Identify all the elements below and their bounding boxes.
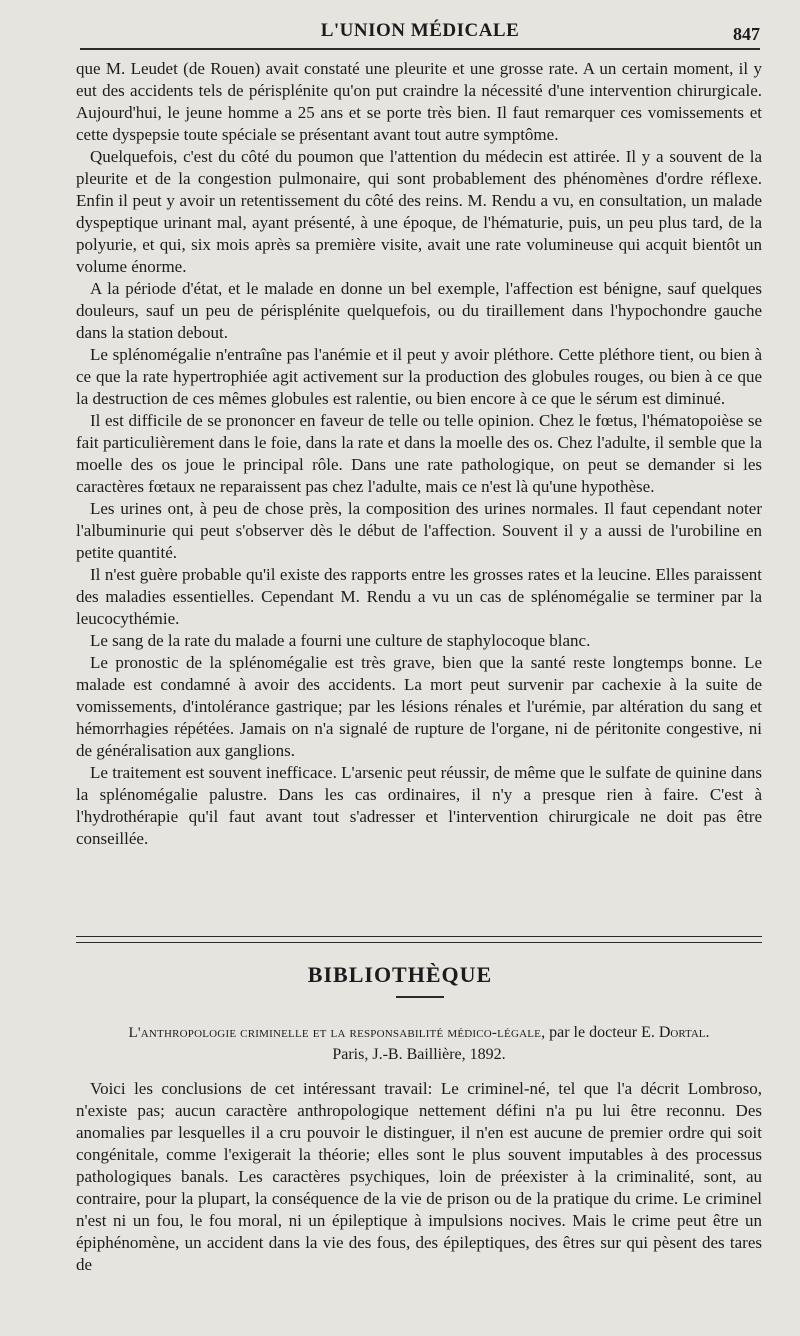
article-paragraph-10: Le traitement est souvent inefficace. L'arsenic peut réussir, de même que le sulfate de quinine dans la splénomégalie palustre. Dans les cas ordinaires, il n'y a presque rien à faire. C'est à l'hydrothérapie qu'il faut avant tout s'adresser et l'intervention chirurgicale ne doit pas être conseillée.	[76, 763, 762, 848]
article-paragraph-2: Quelquefois, c'est du côté du poumon que l'attention du médecin est attirée. Il y a souvent de la pleurite et de la congestion pulmonaire, qui sont probablement des phénomènes d'ordre réflexe. Enfin il peut y avoir un retentissement du côté des reins. M. Rendu a vu, en consultation, un malade dyspeptique urinant mal, ayant présenté, à une époque, de l'hématurie, puis, un peu plus tard, de la polyurie, et qui, six mois après sa première visite, avait une rate volumineuse qui acquit bientôt un volume énorme.	[76, 147, 762, 276]
book-author: E. Dortal.	[641, 1024, 710, 1041]
book-publication: Paris, J.-B. Baillière, 1892.	[332, 1046, 506, 1063]
review-body	[76, 1078, 762, 1276]
page-number: 847	[733, 24, 760, 44]
title-underline	[396, 996, 444, 998]
header-rule	[80, 48, 760, 50]
article-paragraph-6: Les urines ont, à peu de chose près, la composition des urines normales. Il faut cependant noter l'albuminurie qui peut s'observer dès le début de l'affection. Souvent il y a aussi de l'urobiline en petite quantité.	[76, 499, 762, 562]
review-paragraph: Voici les conclusions de cet intéressant travail: Le criminel-né, tel que l'a décrit Lombroso, n'existe pas; aucun caractère anthropologique nettement défini n'a pu lui être reconnu. Des anomalies par lesquelles il a cru pouvoir le distinguer, il n'en est aucune de premier ordre qui soit congénitale, comme l'exigerait la théorie; elles sont le plus souvent imputables à des processus pathologiques banals. Les caractères psychiques, loin de préexister à la criminalité, sont, au contraire, pour la plupart, la conséquence de la vie de prison ou de la pratique du crime. Le criminel n'est ni un fou, le fou moral, ni un épileptique à impulsions nocives. Mais le crime peut être un épiphénomène, un accident dans la vie des fous, des épileptiques, des êtres sur qui pèsent des tares de	[76, 1079, 762, 1274]
article-paragraph-1: que M. Leudet (de Rouen) avait constaté une pleurite et une grosse rate. A un certain moment, il y eut des accidents tels de périsplénite qu'on put craindre la nécessité d'une intervention chirurgicale. Aujourd'hui, le jeune homme a 25 ans et se porte très bien. Il faut remarquer ces vomissements et cette dyspepsie toute spéciale se présentant avant tout autre symptôme.	[76, 59, 762, 144]
book-reference	[76, 1022, 762, 1066]
book-title-line	[76, 1022, 762, 1044]
running-head	[80, 20, 760, 48]
book-title: L'anthropologie criminelle et la responsabilité médico-légale	[128, 1025, 542, 1041]
article-paragraph-9: Le pronostic de la splénomégalie est très grave, bien que la santé reste longtemps bonne. Le malade est condamné à avoir des accidents. La mort peut survenir par cachexie à la suite de vomissements, d'intolérance gastrique; par les lésions rénales et l'urémie, par altération du sang et hémorrhagies répétées. Jamais on n'a signalé de rupture de l'organe, ni de péritonite congestive, ni de généralisation aux ganglions.	[76, 653, 762, 760]
article-paragraph-5: Il est difficile de se prononcer en faveur de telle ou telle opinion. Chez le fœtus, l'hématopoièse se fait particulièrement dans le foie, dans la rate et dans la moelle des os. Chez l'adulte, il semble que la moelle des os joue le principal rôle. Dans une rate pathologique, on peut se demander si les caractères fœtaux ne reparaissent pas chez l'adulte, mais ce n'est là qu'une hypothèse.	[76, 411, 762, 496]
article-paragraph-8: Le sang de la rate du malade a fourni une culture de staphylocoque blanc.	[90, 631, 591, 650]
book-by: , par le docteur	[541, 1024, 642, 1041]
article-paragraph-3: A la période d'état, et le malade en donne un bel exemple, l'affection est bénigne, sauf quelques douleurs, sauf un peu de périsplénite quelquefois, ou du tiraillement dans l'hypochondre gauche dans la station debout.	[76, 279, 762, 342]
section-title: BIBLIOTHÈQUE	[307, 962, 493, 987]
running-title: L'UNION MÉDICALE	[320, 20, 520, 41]
section-divider	[76, 936, 762, 943]
article-paragraph-4: Le splénomégalie n'entraîne pas l'anémie et il peut y avoir pléthore. Cette pléthore tient, ou bien à ce que la rate hypertrophiée agit activement sur la production des globules rouges, ou bien à ce que la destruction de ces mêmes globules est ralentie, ou bien encore à ce que le sérum est diminué.	[76, 345, 762, 408]
article-paragraph-7: Il n'est guère probable qu'il existe des rapports entre les grosses rates et la leucine. Elles paraissent des maladies essentielles. Cependant M. Rendu a vu un cas de splénomégalie se terminer par la leucocythémie.	[76, 565, 762, 628]
article-body	[76, 58, 762, 850]
